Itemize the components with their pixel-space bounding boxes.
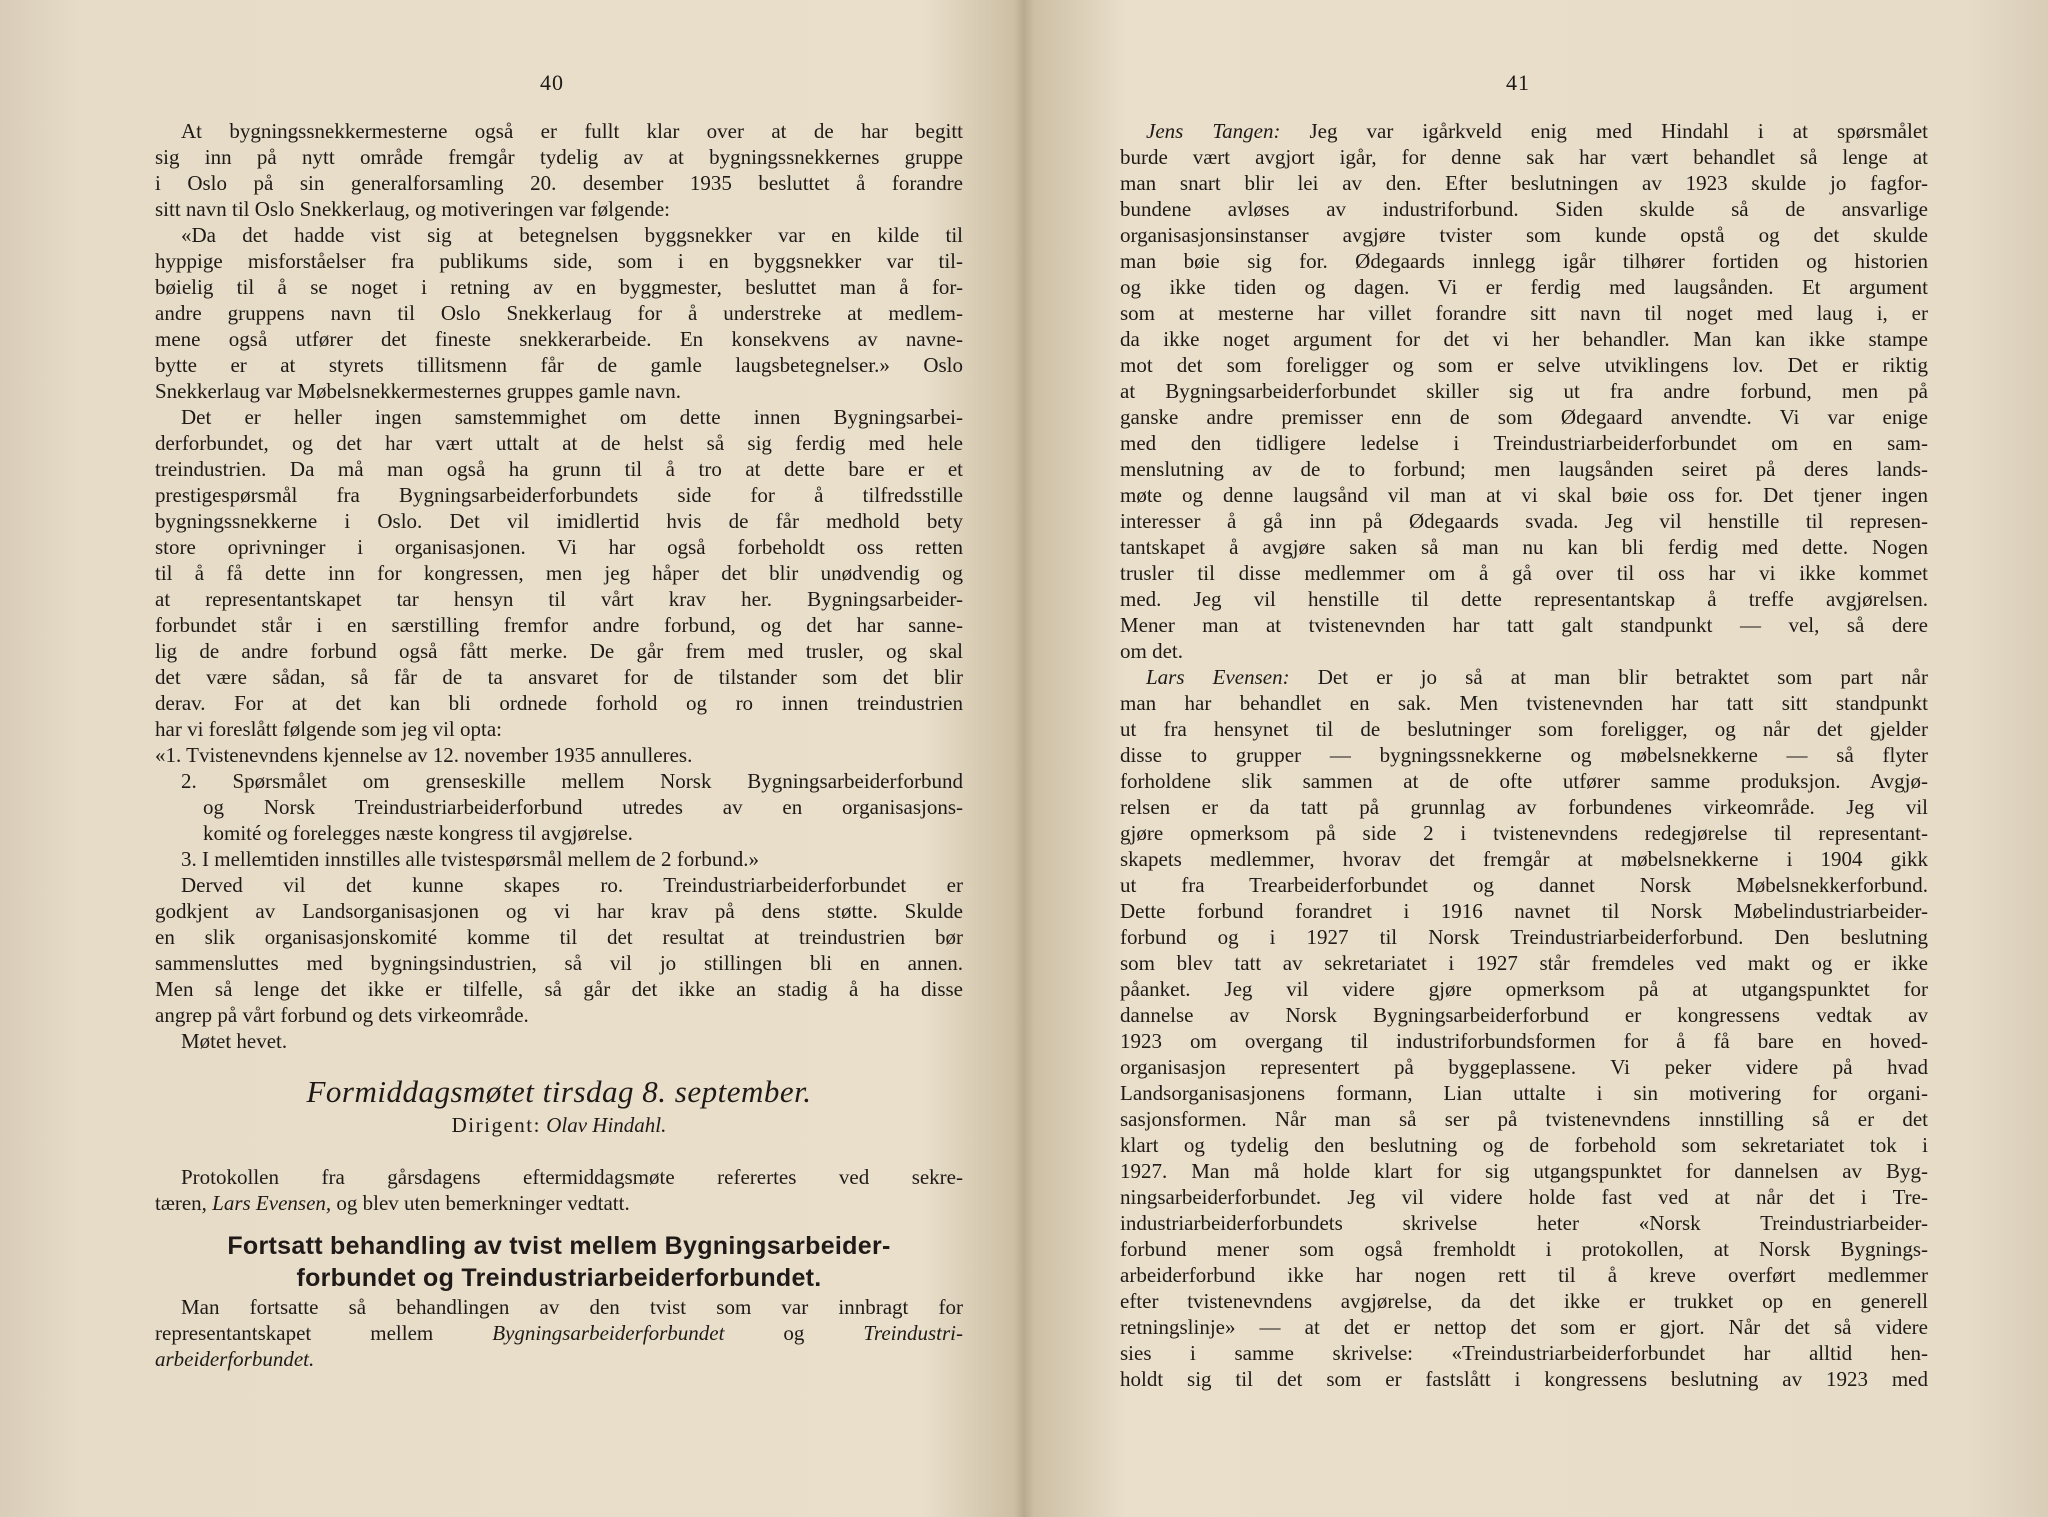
text-line: store oprivninger i organisasjonen. Vi har også forbeholdt oss retten [155, 535, 963, 559]
italic-text: arbeiderforbundet. [155, 1347, 315, 1371]
text-line: forholdene slik sammen at de ofte utfører samme produksjon. Avgjø- [1120, 769, 1928, 793]
text-line: 1923 om overgang til industriforbundsformen for å få bare en hoved- [1120, 1029, 1928, 1053]
heading-line: Fortsatt behandling av tvist mellem Bygningsarbeider- [227, 1232, 891, 1260]
text-line: som at mesterne har villet forandre sitt navn til noget med laug i, er [1120, 301, 1928, 325]
italic-text: Lars Evensen: [1146, 665, 1290, 689]
text-line: derav. For at det kan bli ordnede forhold og ro innen treindustrien [155, 691, 963, 715]
text-line: andre gruppens navn til Oslo Snekkerlaug for å understreke at medlem- [155, 301, 963, 325]
text-line [155, 1346, 963, 1372]
text-line: bundene avløses av industriforbund. Siden skulde så de ansvarlige [1120, 197, 1928, 221]
text-line: med den tidligere ledelse i Treindustriarbeiderforbundet om en sam- [1120, 431, 1928, 455]
text-line: «Da det hadde vist sig at betegnelsen byggsnekker var en kilde til [181, 223, 963, 247]
text-line: retningslinje» — at det er nettop det som er gjort. Når det så videre [1120, 1315, 1928, 1339]
text-line: man bøie sig for. Ødegaards innlegg igår tilhører fortiden og historien [1120, 249, 1928, 273]
text-line: at Bygningsarbeiderforbundet skiller sig ut fra andre forbund, men på [1120, 379, 1928, 403]
text-line: sig inn på nytt område fremgår tydelig av at bygningssnekkernes gruppe [155, 145, 963, 169]
page-number: 40 [540, 70, 564, 95]
text-line: til å få dette inn for kongressen, men jeg håper det blir unødvendig og [155, 561, 963, 585]
text-line: man snart blir lei av den. Efter beslutningen av 1923 skulde jo fagfor- [1120, 171, 1928, 195]
text-line: møte og denne laugsånd vil man at vi skal bøie oss for. Det tjener ingen [1120, 483, 1928, 507]
text-line: og Norsk Treindustriarbeiderforbund utredes av en organisasjons- [203, 795, 963, 819]
text-line: man har behandlet en sak. Men tvistenevnden har tatt sitt standpunkt [1120, 691, 1928, 715]
page-number: 41 [1506, 70, 1530, 95]
text-line: Dette forbund forandret i 1916 navnet til Norsk Møbelindustriarbeider- [1120, 899, 1928, 923]
text-line: påanket. Jeg vil videre gjøre opmerksom på at utgangspunktet for [1120, 977, 1928, 1001]
text-fragment: representantskapet mellem [155, 1321, 493, 1345]
text-line: og ikke tiden og dagen. Vi er ferdig med laugsånden. Et argument [1120, 275, 1928, 299]
text-line: at representantskapet tar hensyn til vårt krav her. Bygningsarbeider- [155, 587, 963, 611]
text-line: trusler til disse medlemmer om å gå over til oss har vi ikke kommet [1120, 561, 1928, 585]
text-line: Møtet hevet. [181, 1029, 288, 1053]
text-fragment: tæren, [155, 1191, 213, 1215]
text-fragment: og [724, 1321, 864, 1345]
text-line: organisasjonsinstanser avgjøre tvister som kunde opstå og det skulde [1120, 223, 1928, 247]
text-line: godkjent av Landsorganisasjonen og vi har krav på dens støtte. Skulde [155, 899, 963, 923]
text-line: dannelse av Norsk Bygningsarbeiderforbund er kongressens vedtak av [1120, 1003, 1928, 1027]
text-line: ut fra hensynet til de beslutninger som foreligger, og når det gjelder [1120, 717, 1928, 741]
text-line: industriarbeiderforbundets skrivelse heter «Norsk Treindustriarbeider- [1120, 1211, 1928, 1235]
text-line: angrep på vårt forbund og dets virkeområde. [155, 1003, 529, 1027]
text-line: klart og tydelig den beslutning og de forbehold som sekretariatet tok i [1120, 1133, 1928, 1157]
dirigent-line [155, 1112, 963, 1138]
section-heading [155, 1230, 963, 1294]
text-line: som blev tatt av sekretariatet i 1927 står fremdeles ved makt og er ikke [1120, 951, 1928, 975]
text-line: sammensluttes med bygningsindustrien, så vil jo stillingen bli en annen. [155, 951, 963, 975]
text-line: hyppige misforståelser fra publikums side, som i en byggsnekker var til- [155, 249, 963, 273]
text-line: 1927. Man må holde klart for sig utgangspunktet for dannelsen av Byg- [1120, 1159, 1928, 1183]
text-line: disse to grupper — bygningssnekkerne og møbelsnekkerne — så flyter [1120, 743, 1928, 767]
text-line: At bygningssnekkermesterne også er fullt klar over at de har begitt [181, 119, 963, 143]
italic-text: Lars Evensen, [212, 1191, 332, 1215]
right-page [1026, 0, 2048, 1517]
protocol-paragraph [155, 1164, 963, 1216]
text-line: 2. Spørsmålet om grenseskille mellem Norsk Bygningsarbeiderforbund [181, 769, 963, 793]
text-fragment: Jeg var igårkveld enig med Hindahl i at spørsmålet [1280, 119, 1928, 143]
left-body [155, 118, 963, 1054]
text-line: forbund og i 1927 til Norsk Treindustriarbeiderforbund. Den beslutning [1120, 925, 1928, 949]
italic-text: Bygningsarbeiderforbundet [492, 1321, 725, 1345]
text-line: interesser å gå inn på Ødegaards svada. Jeg vil henstille til represen- [1120, 509, 1928, 533]
text-line [1120, 664, 1928, 690]
text-fragment: Det er jo så at man blir betraktet som part når [1289, 665, 1928, 689]
text-line: bøielig til å se noget i retning av en byggmester, besluttet man å for- [155, 275, 963, 299]
text-line: ningsarbeiderforbundet. Jeg vil videre holde fast ved at når det i Tre- [1120, 1185, 1928, 1209]
text-line: 3. I mellemtiden innstilles alle tvistespørsmål mellem de 2 forbund.» [181, 847, 759, 871]
text-line: forbund mener som også fremholdt i protokollen, at Norsk Bygnings- [1120, 1237, 1928, 1261]
text-line [155, 1190, 963, 1216]
text-line: komité og forelegges næste kongress til avgjørelse. [203, 821, 633, 845]
text-line: da ikke noget argument for det vi her behandler. Man kan ikke stampe [1120, 327, 1928, 351]
text-line: Landsorganisasjonens formann, Lian uttalte i sin motivering for organi- [1120, 1081, 1928, 1105]
text-line: lig de andre forbund også fått merke. De går frem med trusler, og skal [155, 639, 963, 663]
text-line: forbundet står i en særstilling fremfor andre forbund, og det har sanne- [155, 613, 963, 637]
text-line: organisasjon representert på byggeplassene. Vi peker videre på hvad [1120, 1055, 1928, 1079]
text-line: «1. Tvistenevndens kjennelse av 12. november 1935 annulleres. [155, 743, 693, 767]
text-line: bygningssnekkerne i Oslo. Det vil imidlertid hvis de får medhold bety [155, 509, 963, 533]
text-line: Snekkerlaug var Møbelsnekkermesternes gruppes gamle navn. [155, 379, 682, 403]
text-line: arbeiderforbund ikke har nogen rett til å kreve overført medlemmer [1120, 1263, 1928, 1287]
text-line: Man fortsatte så behandlingen av den tvist som var innbragt for [181, 1295, 963, 1319]
left-page [0, 0, 1022, 1517]
text-fragment: og blev uten bemerkninger vedtatt. [331, 1191, 630, 1215]
text-line: skapets medlemmer, hvorav det fremgår at møbelsnekkerne i 1904 gikk [1120, 847, 1928, 871]
text-line: sies i samme skrivelse: «Treindustriarbeiderforbundet har alltid hen- [1120, 1341, 1928, 1365]
text-line: holdt sig til det som er fastslått i kongressens beslutning av 1923 med [1120, 1367, 1928, 1391]
text-line: Men så lenge det ikke er tilfelle, så går det ikke an stadig å ha disse [155, 977, 963, 1001]
closing-paragraph [155, 1294, 963, 1372]
text-line [155, 1320, 963, 1346]
section-title: Formiddagsmøtet tirsdag 8. september. [306, 1074, 812, 1109]
text-line: prestigespørsmål fra Bygningsarbeiderforbundets side for å tilfredsstille [155, 483, 963, 507]
text-line: burde vært avgjort igår, for denne sak har vært behandlet så lenge at [1120, 145, 1928, 169]
text-line: mene også utfører det fineste snekkerarbeide. En konsekvens av navne- [155, 327, 963, 351]
text-line: derforbundet, og det har vært uttalt at de helst så sig ferdig med hele [155, 431, 963, 455]
text-line: efter tvistenevndens avgjørelse, da det ikke er trukket op en generell [1120, 1289, 1928, 1313]
text-line: sasjonsformen. Når man så ser på tvistenevndens innstilling så er det [1120, 1107, 1928, 1131]
dirigent-name: Olav Hindahl. [546, 1113, 667, 1137]
text-line: bytte er at styrets tillitsmenn får de gamle laugsbetegnelser.» Oslo [155, 353, 963, 377]
text-line: sitt navn til Oslo Snekkerlaug, og motiveringen var følgende: [155, 197, 670, 221]
right-body [1120, 118, 1928, 1392]
text-line [1120, 118, 1928, 144]
text-line: ut fra Trearbeiderforbundet og dannet Norsk Møbelsnekkerforbund. [1120, 873, 1928, 897]
text-line: relsen er da tatt på grunnlag av forbundenes virkeområde. Jeg vil [1120, 795, 1928, 819]
text-line: Protokollen fra gårsdagens eftermiddagsmøte referertes ved sekre- [181, 1165, 963, 1189]
text-line: Derved vil det kunne skapes ro. Treindustriarbeiderforbundet er [181, 873, 963, 897]
dirigent-label: Dirigent: [451, 1113, 541, 1137]
italic-text: Treindustri- [863, 1321, 963, 1345]
text-line: tantskapet å avgjøre saken så man nu kan bli ferdig med dette. Nogen [1120, 535, 1928, 559]
text-line: har vi foreslått følgende som jeg vil opta: [155, 717, 502, 741]
text-line: mot det som foreligger og som er selve utviklingens lov. Det er riktig [1120, 353, 1928, 377]
text-line: gjøre opmerksom på side 2 i tvistenevndens redegjørelse til representant- [1120, 821, 1928, 845]
text-line: treindustrien. Da må man også ha grunn til å tro at dette bare er et [155, 457, 963, 481]
text-line: Det er heller ingen samstemmighet om dette innen Bygningsarbei- [181, 405, 963, 429]
left-text-column [155, 118, 963, 1372]
heading-line: forbundet og Treindustriarbeiderforbundet. [296, 1264, 822, 1292]
text-line: med. Jeg vil henstille til dette representantskap å treffe avgjørelsen. [1120, 587, 1928, 611]
text-line: ganske andre premisser enn de som Ødegaard anvendte. Vi var enige [1120, 405, 1928, 429]
text-line: i Oslo på sin generalforsamling 20. desember 1935 besluttet å forandre [155, 171, 963, 195]
italic-text: Jens Tangen: [1146, 119, 1281, 143]
text-line: Mener man at tvistenevnden har tatt galt standpunkt — vel, så dere [1120, 613, 1928, 637]
text-line: en slik organisasjonskomité komme til det resultat at treindustrien bør [155, 925, 963, 949]
text-line: om det. [1120, 639, 1183, 663]
text-line: det være sådan, så får de ta ansvaret for de tilstander som det blir [155, 665, 963, 689]
text-line: menslutning av de to forbund; men laugsånden seiret på deres lands- [1120, 457, 1928, 481]
right-text-column [1120, 118, 1928, 1392]
